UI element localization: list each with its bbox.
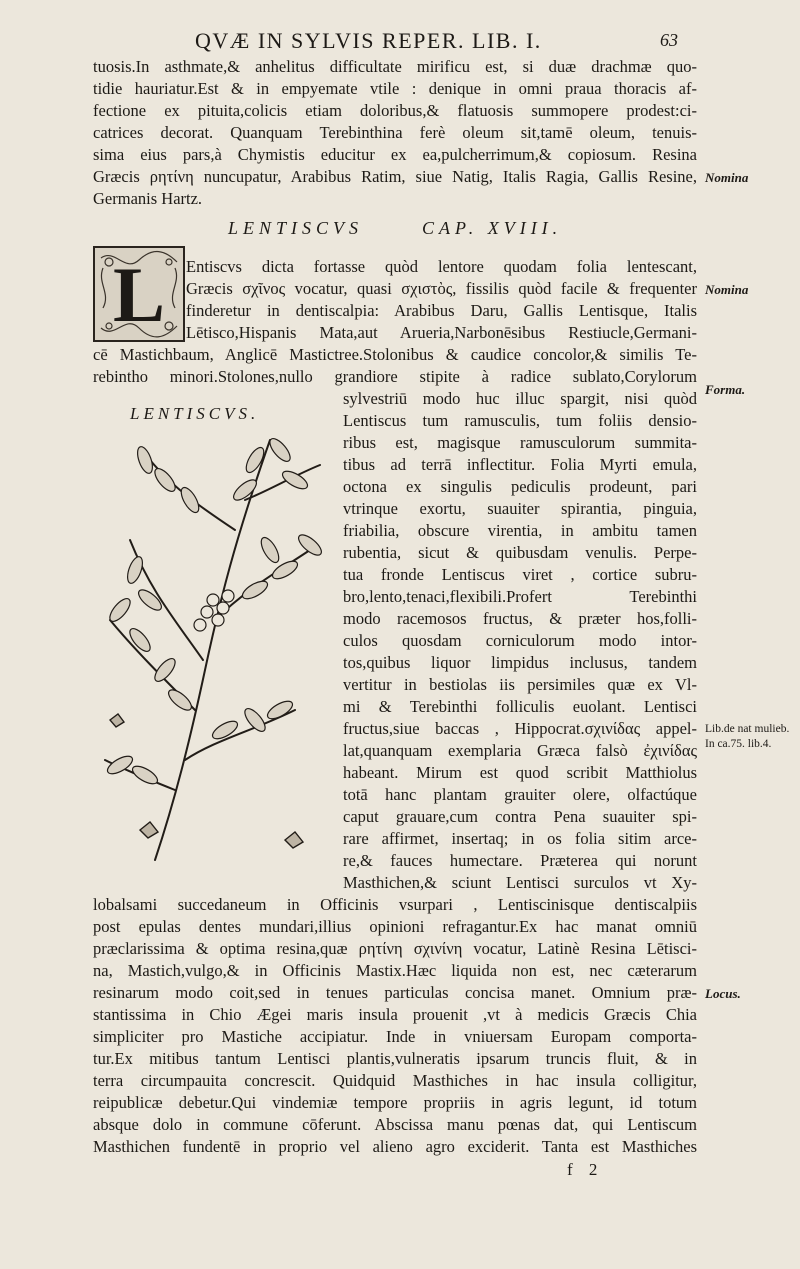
text-line: tur.Ex mitibus tantum Lentisci plantis,vulneratis ipsarum truncis fluit, & in <box>93 1049 697 1068</box>
text-line: Græcis ρητίνη nuncupatur, Arabibus Ratim, siue Natig, Italis Ragia, Gallis Resine, <box>93 167 697 186</box>
text-line: Masthichen,& sciunt Lentisci surculos vt Xy- <box>343 873 697 892</box>
text-line: Germanis Hartz. <box>93 189 203 208</box>
initial-letter: L <box>112 251 166 338</box>
margin-note-locus: Locus. <box>705 986 741 1001</box>
text-line: post epulas dentes mundari,illius opinioni refragantur.Ex hac manat omniū <box>93 917 697 936</box>
text-line: na, Mastich,vulgo,& in Officinis Mastix.Hæc liquida non est, nec cæterarum <box>93 961 697 980</box>
text-line: fructus,siue baccas , Hippocrat.σχινίδας appel- <box>343 719 697 738</box>
text-line: Lentiscus tum ramusculis, tum foliis densio- <box>343 411 697 430</box>
text-line: friabilia, obscure virentia, in ambitu tamen <box>343 521 697 540</box>
text-line: tibus ad terrā inflectitur. Folia Myrti emula, <box>343 455 697 474</box>
text-line: Entiscvs dicta fortasse quòd lentore quodam folia lentescant, <box>186 257 697 276</box>
text-line: habeant. Mirum est quod scribit Matthiolus <box>343 763 697 782</box>
text-line: octona ex singulis pediculis prodeunt, pari <box>343 477 697 496</box>
margin-note-forma: Forma. <box>705 382 746 397</box>
text-line: rare affirmet, insertaq; in os folia sitim arce- <box>343 829 697 848</box>
chapter-number: CAP. XVIII. <box>422 218 563 238</box>
signature-mark: f 2 <box>567 1160 604 1179</box>
text-line: Lētisco,Hispanis Mata,aut Arueria,Narbonēsibus Restiucle,Germani- <box>186 323 697 342</box>
chapter-title: LENTISCVS <box>228 218 364 238</box>
text-line: sima eius pars,à Chymistis educitur ex ea,pulcherrimum,& copiosum. Resina <box>93 145 697 164</box>
text-line: re,& fauces humectare. Præterea qui norunt <box>343 851 697 870</box>
chapter-heading <box>228 218 562 239</box>
text-line: resinarum modo coit,sed in tenues particulas concisa manet. Omnium præ- <box>93 983 697 1002</box>
text-line: modo racemosos fructus, & præter hos,folli- <box>343 609 697 628</box>
text-line: cē Mastichbaum, Anglicē Mastictree.Stolonibus & caudice concolor,& similis Te- <box>93 345 697 364</box>
text-line: sylvestriū modo huc illuc spargit, nisi quòd <box>343 389 697 408</box>
text-line: finderetur in dentiscalpia: Arabibus Daru, Gallis Lentisque, Italis <box>186 301 697 320</box>
decorated-initial <box>93 246 185 342</box>
text-line: catrices decorat. Quanquam Terebinthina ferè oleum sit,tamē oleum, tenuis- <box>93 123 697 142</box>
page-number: 63 <box>660 30 678 50</box>
running-head: QVÆ IN SYLVIS REPER. LIB. I. <box>195 28 542 53</box>
text-line: stantissima in Chio Ægei maris insula prouenit ,vt à medicis Græcis Chia <box>93 1005 697 1024</box>
text-line: Masthichen fundentē in proprio vel alieno agro exciderit. Tanta est Masthiches <box>93 1137 697 1156</box>
figure-caption: LENTISCVS. <box>130 404 260 423</box>
margin-note-reference: Lib.de nat mulieb. In ca.75. lib.4. <box>705 723 790 750</box>
lentiscus-plant-illustration <box>95 420 335 870</box>
text-line: rubentia, sicut & quibusdam venulis. Perpe- <box>343 543 697 562</box>
text-line: lobalsami succedaneum in Officinis vsurpari , Lentiscinisque dentiscalpiis <box>93 895 697 914</box>
text-line: bro,lento,tenaci,flexibili.Profert Terebinthi <box>343 587 697 606</box>
text-line: caput grauare,cum contra Pena suauiter spi- <box>343 807 697 826</box>
text-line: vertitur in bestiolas iis persimiles quæ ex Vl- <box>343 675 697 694</box>
text-line: Græcis σχῖνος vocatur, quasi σχιστὸς, fissilis quòd facile & frequenter <box>186 279 697 298</box>
margin-note-nomina: Nomina <box>705 282 749 297</box>
text-line: lat,quanquam exemplaria Græca falsò ἐχινίδας <box>343 741 697 760</box>
text-line: culos quosdam corniculorum modo intor- <box>343 631 697 650</box>
text-line: mi & Terebinthi folliculis euolant. Lentisci <box>343 697 697 716</box>
text-line: fectione ex pituita,colicis etiam doloribus,& flatuosis summopere prodest:ci- <box>93 101 697 120</box>
text-line: vtrinque exortu, suauiter spirantia, pinguia, <box>343 499 697 518</box>
margin-note-nomina: Nomina <box>705 170 749 185</box>
text-line: totā hanc plantam grauiter olere, olfactúque <box>343 785 697 804</box>
text-line: præclarissima & optima resina,quæ ρητίνη σχινίνη vocatur, Latinè Resina Lētisci- <box>93 939 697 958</box>
text-line: simpliciter pro Mastiche accipiatur. Inde in vniuersam Europam comporta- <box>93 1027 697 1046</box>
text-line: absque dolo in commune cōferunt. Abscissa manu pœnas dat, qui Lentiscum <box>93 1115 697 1134</box>
text-line: reipublicæ debetur.Qui vindemiæ tempore propriis in agris legunt, id totum <box>93 1093 697 1112</box>
text-line: terra circumpauita concrescit. Quidquid Masthiches in hac insula colligitur, <box>93 1071 697 1090</box>
text-line: tos,quibus liquor limpidus inclusus, tandem <box>343 653 697 672</box>
text-line: ribus est, magisque ramusculorum summita- <box>343 433 697 452</box>
text-line: tuosis.In asthmate,& anhelitus difficultate mirificu est, si duæ drachmæ quo- <box>93 57 697 76</box>
text-line: tua fronde Lentiscus viret , cortice subru- <box>343 565 697 584</box>
text-line: rebintho minori.Stolones,nullo grandiore stipite à radice sublato,Corylorum <box>93 367 697 386</box>
text-line: tidie hauriatur.Est & in empyemate vtile : denique in omni praua thoracis af- <box>93 79 697 98</box>
